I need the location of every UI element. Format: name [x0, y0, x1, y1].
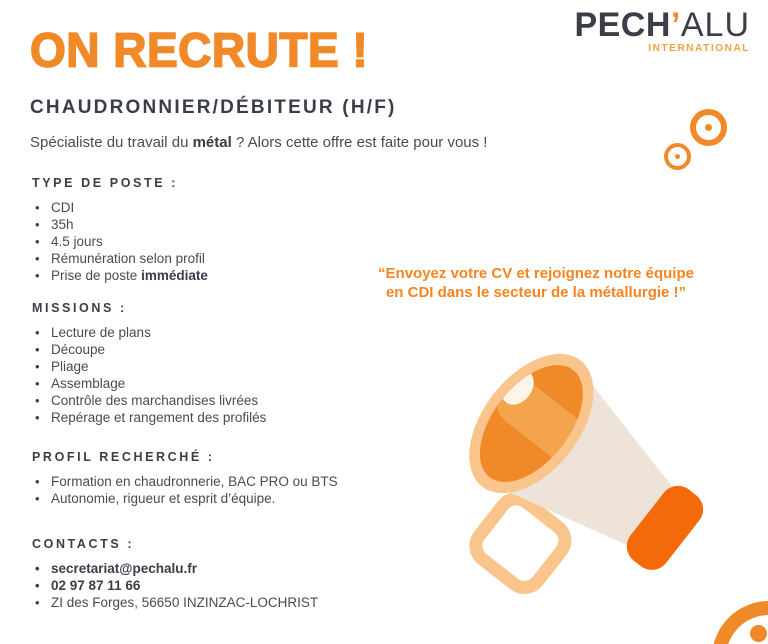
section-profil-recherche	[32, 450, 338, 507]
logo-pech: PECH	[574, 6, 671, 44]
logo-alu: ALU	[680, 6, 750, 44]
list-item	[32, 267, 208, 284]
donut-circle-decoration-large	[690, 109, 727, 146]
circle-dot	[705, 124, 712, 131]
megaphone-icon	[445, 322, 735, 610]
list-item: • Repérage et rangement des profilés	[32, 409, 266, 426]
missions-list	[32, 324, 266, 426]
logo-apostrophe: ’	[670, 6, 681, 44]
poster-title: ON RECRUTE !	[30, 23, 369, 78]
profil-list	[32, 473, 338, 507]
list-item: • Autonomie, rigueur et esprit d’équipe.	[32, 490, 338, 507]
list-item: • Contrôle des marchandises livrées	[32, 392, 266, 409]
email-text: • secretariat@pechalu.fr	[32, 560, 318, 577]
job-intro-bold: métal	[192, 134, 232, 151]
section-heading: CONTACTS :	[32, 537, 135, 551]
section-heading: PROFIL RECHERCHÉ :	[32, 450, 215, 464]
phone-text: • 02 97 87 11 66	[32, 577, 318, 594]
list-item-prefix: Prise de poste	[51, 268, 142, 283]
job-intro-suffix: ? Alors cette offre est faite pour vous !	[231, 134, 488, 151]
section-type-de-poste	[32, 176, 208, 284]
quote-line-1: “Envoyez votre CV et rejoignez notre équipe	[378, 265, 694, 282]
donut-circle-decoration-small	[664, 143, 691, 170]
section-missions	[32, 301, 266, 426]
quote-line-2: en CDI dans le secteur de la métallurgie !”	[385, 284, 687, 301]
logo-tagline: INTERNATIONAL	[648, 43, 750, 54]
brand-logo	[574, 8, 750, 54]
list-item: • Lecture de plans	[32, 324, 266, 341]
list-item: • Découpe	[32, 341, 266, 358]
contacts-list	[32, 560, 318, 611]
section-heading: TYPE DE POSTE :	[32, 176, 178, 190]
list-item: • Assemblage	[32, 375, 266, 392]
type-de-poste-list	[32, 199, 208, 284]
job-title: CHAUDRONNIER/DÉBITEUR (H/F)	[30, 97, 397, 118]
job-intro	[30, 134, 487, 151]
address-text: • ZI des Forges, 56650 INZINZAC-LOCHRIST	[32, 594, 318, 611]
circle-dot	[750, 625, 767, 642]
list-item: • Pliage	[32, 358, 266, 375]
list-item: • Rémunération selon profil	[32, 250, 208, 267]
quote-text	[360, 264, 712, 302]
list-item-bold: immédiate	[141, 268, 208, 283]
list-item: • 4.5 jours	[32, 233, 208, 250]
section-heading: MISSIONS :	[32, 301, 127, 315]
circle-dot	[675, 154, 680, 159]
job-intro-prefix: Spécialiste du travail du	[30, 134, 193, 151]
list-item: • 35h	[32, 216, 208, 233]
list-item: • Formation en chaudronnerie, BAC PRO ou BTS	[32, 473, 338, 490]
list-item: • CDI	[32, 199, 208, 216]
section-contacts	[32, 537, 318, 611]
logo-wordmark	[574, 8, 750, 42]
